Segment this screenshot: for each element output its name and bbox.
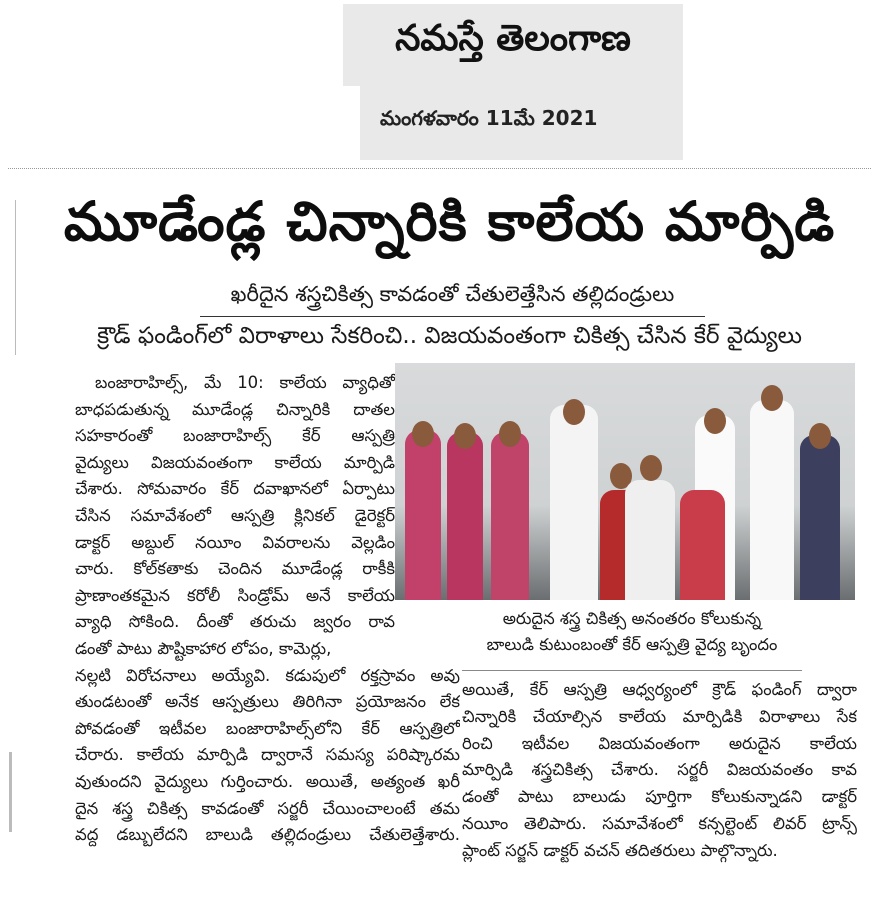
caption-divider	[462, 670, 802, 671]
date-box	[360, 86, 683, 160]
body-line: నయీం తెలిపారు. సమావేశంలో కన్సల్టెంట్ లివర్ ట్రాన్స్	[462, 813, 857, 833]
body-line: చేశారు. సోమవారం కేర్ దవాఖానలో ఏర్పాటు	[75, 479, 395, 499]
body-line: మార్పిడి శస్త్రచికిత్స చేశారు. సర్జరీ విజయవంతం కావ	[462, 760, 857, 780]
body-line: వుతుందని వైద్యులు గుర్తించారు. అయితే, అత్యంత ఖరీ	[75, 771, 460, 791]
body-line: చేరారు. కాలేయ మార్పిడి ద్వారానే సమస్య పరిష్కారమ	[75, 745, 460, 765]
body-line: చిన్నారికి చేయాల్సిన కాలేయ మార్పిడికి విరాళాలు సేక	[462, 706, 857, 726]
body-line: డంతో పాటు బాలుడు పూర్తిగా కోలుకున్నాడని డాక్టర్	[462, 787, 857, 807]
body-line: వ్యాధి సోకింది. దీంతో తరుచు జ్వరం రావ	[75, 612, 395, 632]
body-line: నల్లటి విరోచనాలు అయ్యేవి. కడుపులో రక్తస్రావం అవు	[75, 665, 460, 685]
body-line: బాధపడుతున్న మూడేండ్ల చిన్నారికి దాతల	[75, 399, 395, 419]
body-line: రించి ఇటీవల విజయవంతంగా అరుదైన కాలేయ	[462, 733, 857, 753]
caption-line: బాలుడి కుటుంబంతో కేర్ ఆస్పత్రి వైద్య బృందం	[486, 635, 778, 654]
body-line: ప్రాణాంతకమైన కరోలీ సిండ్రోమ్ అనే కాలేయ	[75, 585, 395, 605]
body-line: సహకారంతో బంజారాహిల్స్ కేర్ ఆస్పత్రి	[75, 426, 395, 446]
publication-date: మంగళవారం 11మే 2021	[380, 106, 598, 130]
body-line: తుండటంతో అనేక ఆస్పత్రులు తిరిగినా ప్రయోజనం లేక	[75, 692, 460, 712]
body-line: దైన శస్త్ర చికిత్స కావడంతో సర్జరీ చేయించాలంటే తమ	[75, 798, 460, 818]
masthead	[343, 4, 683, 86]
margin-mark	[9, 752, 12, 832]
body-line: ప్లాంట్ సర్జన్ డాక్టర్ వచన్ తదితరులు పాల్గొన్నారు.	[462, 840, 778, 860]
subheading-secondary: క్రౌడ్ ఫండింగ్‌లో విరాళాలు సేకరించి.. విజయవంతంగా చికిత్స చేసిన కేర్ వైద్యులు	[97, 323, 802, 349]
body-line: బంజారాహిల్స్, మే 10: కాలేయ వ్యాధితో	[95, 373, 395, 392]
photo-caption	[462, 606, 802, 658]
body-line: డాక్టర్ అబ్దుల్ నయీం వివరాలను వెల్లడిం	[75, 532, 395, 552]
group-photo	[395, 363, 855, 600]
body-line: పోవడంతో ఇటీవల బంజారాహిల్స్‌లోని కేర్ ఆస్పత్రిలో	[75, 718, 460, 738]
headline: మూడేండ్ల చిన్నారికి కాలేయ మార్పిడి	[63, 190, 836, 253]
body-right-column	[462, 677, 857, 865]
column-rule	[15, 200, 16, 355]
body-line: చారు. కోల్‌కతాకు చెందిన మూడేండ్ల రాకీకి	[75, 559, 395, 579]
body-line: అయితే, కేర్ ఆస్పత్రి ఆధ్వర్యంలో క్రౌడ్ ఫండింగ్ ద్వారా	[462, 680, 857, 699]
caption-line: అరుదైన శస్త్ర చికిత్స అనంతరం కోలుకున్న	[502, 609, 762, 628]
newspaper-title: నమస్తే తెలంగాణ	[395, 18, 631, 59]
dotted-divider	[8, 168, 871, 169]
body-line: చేసిన సమావేశంలో ఆస్పత్రి క్లినికల్ డైరెక్టర్	[75, 505, 395, 525]
body-line: వైద్యులు విజయవంతంగా కాలేయ మార్పిడి	[75, 452, 395, 472]
body-line: డంతో పాటు పౌష్టికాహార లోపం, కామెర్లు,	[75, 638, 332, 658]
subheading-primary: ఖరీదైన శస్త్రచికిత్స కావడంతో చేతులెత్తేసిన తల్లిదండ్రులు	[200, 282, 705, 317]
body-line: వద్ద డబ్బులేదని బాలుడి తల్లిదండ్రులు చేతులెత్తేశారు.	[75, 825, 460, 845]
body-left-column	[75, 370, 460, 849]
